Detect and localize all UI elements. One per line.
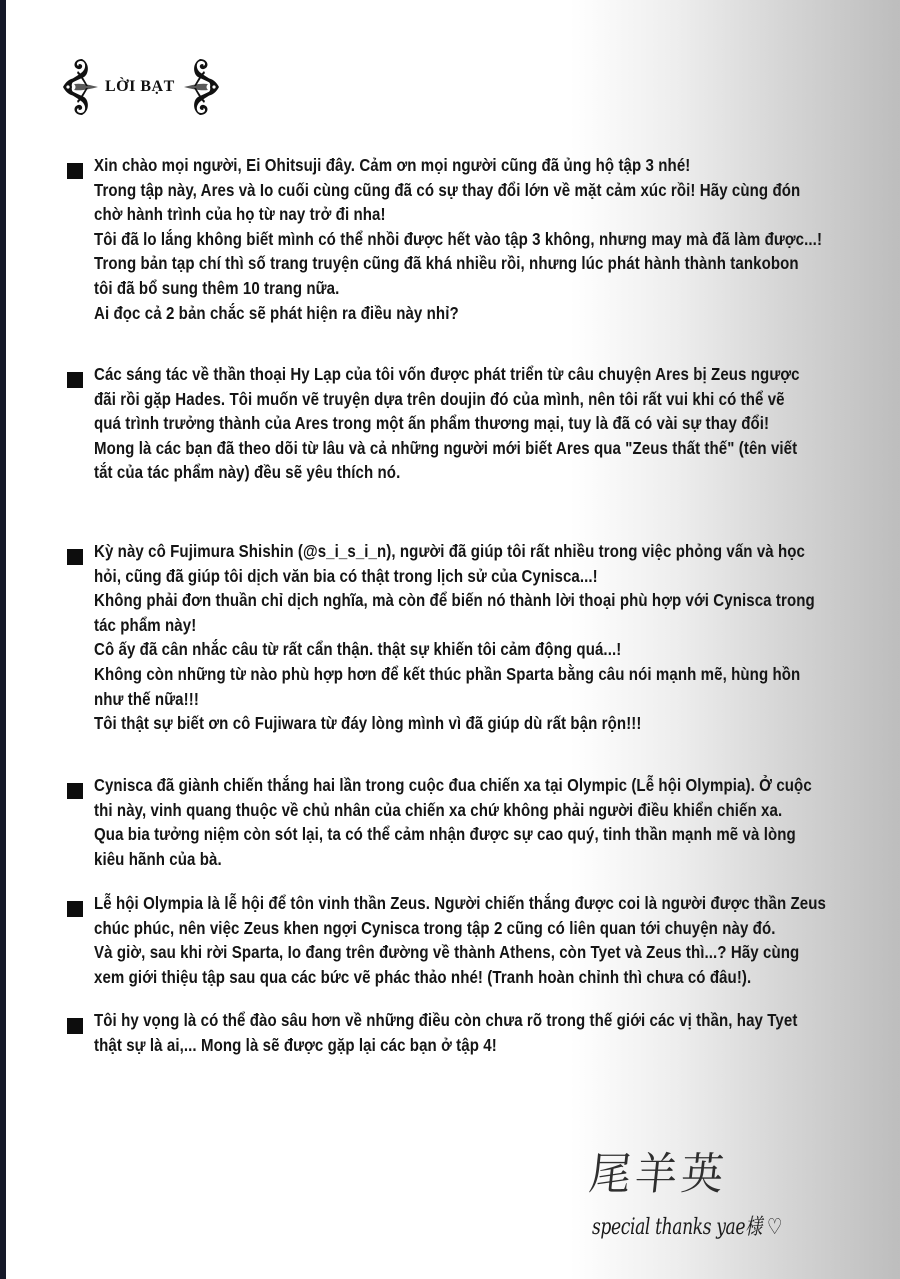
paragraph-line: Tôi thật sự biết ơn cô Fujiwara từ đáy lòng mình vì đã giúp dù rất bận rộn!!! [94,713,642,734]
paragraph-line: Cynisca đã giành chiến thắng hai lần trong cuộc đua chiến xa tại Olympic (Lễ hội Olympia). Ở cuộc [94,775,812,795]
paragraph-line: chờ hành trình của họ từ nay trở đi nha! [94,204,386,225]
square-bullet-icon [67,163,83,179]
paragraph-line: Không phải đơn thuần chỉ dịch nghĩa, mà còn để biến nó thành lời thoại phù hợp với Cynisca trong [94,590,815,611]
paragraph-line: Và giờ, sau khi rời Sparta, Io đang trên đường về thành Athens, còn Tyet và Zeus thì...? Hãy cùng [94,942,800,963]
paragraph-line: Mong là các bạn đã theo dõi từ lâu và cả những người mới biết Ares qua "Zeus thất thế" (tên viết [94,437,798,458]
signature [586,1148,836,1241]
left-flourish-icon [62,55,98,119]
square-bullet-icon [67,549,83,565]
paragraph-line: tôi đã bổ sung thêm 10 trang nữa. [94,277,340,298]
title-block [62,55,220,119]
paragraph-line: Cô ấy đã cân nhắc câu từ rất cẩn thận. thật sự khiến tôi cảm động quá...! [94,639,622,660]
paragraph-line: tác phẩm này! [94,614,197,635]
paragraph-line: Kỳ này cô Fujimura Shishin (@s_i_s_i_n), người đã giúp tôi rất nhiều trong việc phỏng vấn và học [94,541,806,561]
paragraph-line: Lễ hội Olympia là lễ hội để tôn vinh thần Zeus. Người chiến thắng được coi là người được thần Zeus [94,893,827,913]
paragraph-line: Tôi hy vọng là có thể đào sâu hơn về những điều còn chưa rõ trong thế giới các vị thần, hay Tyet [94,1010,798,1030]
square-bullet-icon [67,783,83,799]
paragraph-line: Trong bản tạp chí thì số trang truyện cũng đã khá nhiều rồi, nhưng lúc phát hành thành tankobon [94,253,799,274]
page-title: LỜI BẠT [105,78,175,95]
paragraph-line: Xin chào mọi người, Ei Ohitsuji đây. Cảm ơn mọi người cũng đã ủng hộ tập 3 nhé! [94,155,691,175]
paragraph-line: Các sáng tác về thần thoại Hy Lạp của tôi vốn được phát triển từ câu chuyện Ares bị Zeus ngược [94,364,800,384]
paragraph-line: tắt của tác phẩm này) đều sẽ yêu thích nó. [94,462,401,483]
paragraph-line: xem giới thiệu tập sau qua các bức vẽ phác thảo nhé! (Tranh hoàn chỉnh thì chưa có đâu!). [94,966,752,987]
paragraph-line: Ai đọc cả 2 bản chắc sẽ phát hiện ra điều này nhỉ? [94,302,459,323]
paragraph-line: Tôi đã lo lắng không biết mình có thể nhồi được hết vào tập 3 không, nhưng may mà đã làm được...! [94,228,823,249]
paragraph-line: Qua bia tưởng niệm còn sót lại, ta có thể cảm nhận được sự cao quý, tinh thần mạnh mẽ và lòng [94,824,796,845]
paragraph-line: kiêu hãnh của bà. [94,848,222,869]
square-bullet-icon [67,1018,83,1034]
right-flourish-icon [184,55,220,119]
paragraph-line: chúc phúc, nên việc Zeus khen ngợi Cynisca trong tập 2 cũng có liên quan tới chuyện này đó. [94,917,776,938]
paragraph-line: đãi rồi gặp Hades. Tôi muốn vẽ truyện dựa trên doujin đó của mình, nên tôi rất vui khi có thể vẽ [94,388,785,409]
paragraph-line: thật sự là ai,... Mong là sẽ được gặp lại các bạn ở tập 4! [94,1034,497,1055]
paragraph-line: Không còn những từ nào phù hợp hơn để kết thúc phần Sparta bằng câu nói mạnh mẽ, hùng hồn [94,663,801,684]
paragraph-line: như thế nữa!!! [94,688,199,709]
special-thanks-note: special thanks yae様 ♡ [592,1215,783,1240]
author-signature: 尾羊英 [586,1148,731,1200]
paragraph-line: quá trình trưởng thành của Ares trong một ấn phẩm thương mại, tuy là đã có vài sự thay đổi! [94,413,770,434]
paragraph-line: thi này, vinh quang thuộc về chủ nhân của chiến xa chứ không phải người điều khiển chiến xa. [94,799,783,820]
square-bullet-icon [67,372,83,388]
paragraph-line: Trong tập này, Ares và Io cuối cùng cũng đã có sự thay đổi lớn về mặt cảm xúc rồi! Hãy cùng đón [94,179,801,200]
left-edge-bar [0,0,6,1279]
square-bullet-icon [67,901,83,917]
paragraph-line: hỏi, cũng đã giúp tôi dịch văn bia có thật trong lịch sử của Cynisca...! [94,565,598,586]
